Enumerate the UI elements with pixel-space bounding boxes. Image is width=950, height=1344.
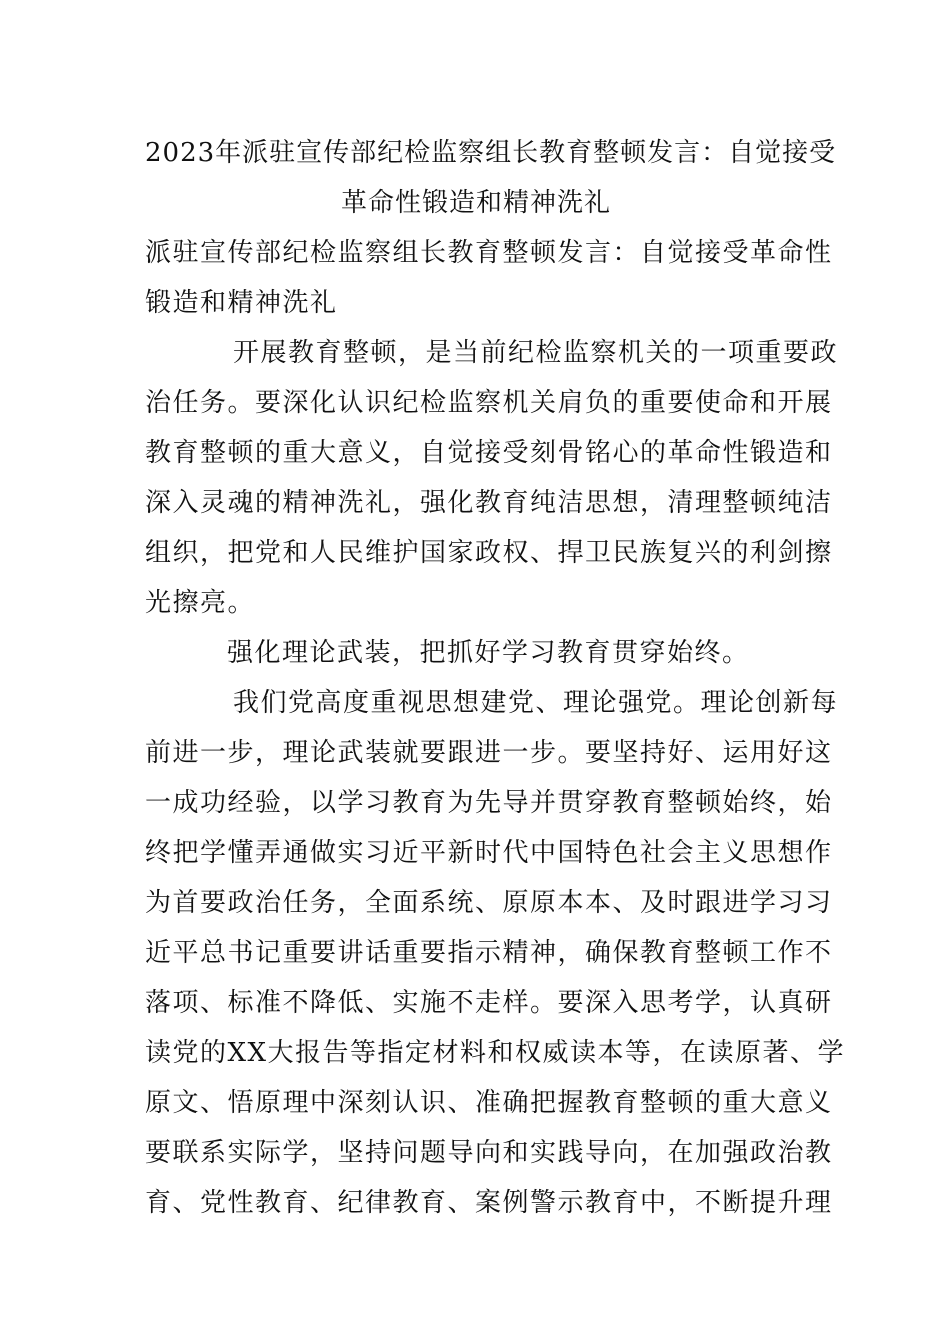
section-heading-1: 强化理论武装，把抓好学习教育贯穿始终。	[227, 638, 750, 668]
paragraph-2-line-11: 育、党性教育、纪律教育、案例警示教育中，不断提升理	[145, 1188, 833, 1218]
paragraph-2-line-3: 一成功经验，以学习教育为先导并贯穿教育整顿始终，始	[145, 788, 833, 818]
paragraph-2-line-4: 终把学懂弄通做实习近平新时代中国特色社会主义思想作	[145, 838, 833, 868]
paragraph-2-line-9: 原文、悟原理中深刻认识、准确把握教育整顿的重大意义	[145, 1088, 833, 1118]
paragraph-2-line-2: 前进一步，理论武装就要跟进一步。要坚持好、运用好这	[145, 738, 833, 768]
paragraph-1-line-2: 治任务。要深化认识纪检监察机关肩负的重要使命和开展	[145, 388, 833, 418]
document-title-line-1: 2023年派驻宣传部纪检监察组长教育整顿发言：自觉接受	[145, 138, 837, 168]
paragraph-1-line-4: 深入灵魂的精神洗礼，强化教育纯洁思想，清理整顿纯洁	[145, 488, 833, 518]
paragraph-1-line-3: 教育整顿的重大意义，自觉接受刻骨铭心的革命性锻造和	[145, 438, 833, 468]
paragraph-2-line-1: 我们党高度重视思想建党、理论强党。理论创新每	[233, 688, 839, 718]
paragraph-1-line-6: 光擦亮。	[145, 588, 256, 618]
document-subtitle-line-2: 锻造和精神洗礼	[145, 288, 338, 318]
paragraph-1-line-1: 开展教育整顿，是当前纪检监察机关的一项重要政	[233, 338, 839, 368]
document-subtitle-line-1: 派驻宣传部纪检监察组长教育整顿发言：自觉接受革命性	[145, 238, 833, 268]
paragraph-2-line-10: 要联系实际学，坚持问题导向和实践导向，在加强政治教	[145, 1138, 833, 1168]
paragraph-2-line-5: 为首要政治任务，全面系统、原原本本、及时跟进学习习	[145, 888, 833, 918]
paragraph-1-line-5: 组织，把党和人民维护国家政权、捍卫民族复兴的利剑擦	[145, 538, 833, 568]
paragraph-2-line-6: 近平总书记重要讲话重要指示精神，确保教育整顿工作不	[145, 938, 833, 968]
paragraph-2-line-7: 落项、标准不降低、实施不走样。要深入思考学，认真研	[145, 988, 833, 1018]
document-title-line-2: 革命性锻造和精神洗礼	[340, 188, 611, 218]
paragraph-2-line-8: 读党的XX大报告等指定材料和权威读本等，在读原著、学	[145, 1038, 846, 1068]
